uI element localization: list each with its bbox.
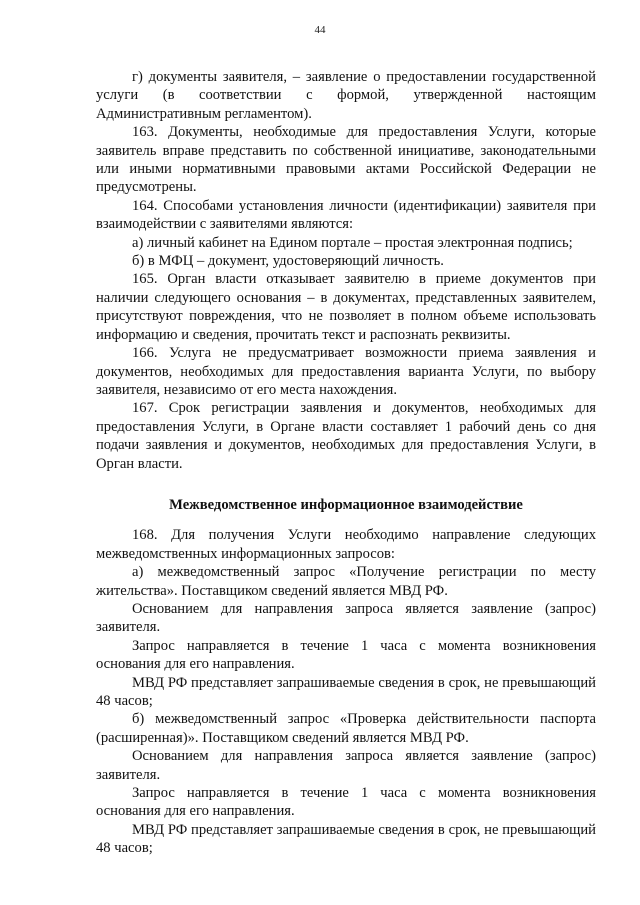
paragraph-164: 164. Способами установления личности (идентификации) заявителя при взаимодействии с заявителями являются: — [96, 197, 596, 233]
paragraph-168-a: а) межведомственный запрос «Получение регистрации по месту жительства». Поставщиком сведений является МВД РФ. — [96, 564, 596, 599]
paragraph-164-a: а) личный кабинет на Едином портале – простая электронная подпись; — [132, 234, 573, 251]
paragraph-168-b-timing: Запрос направляется в течение 1 часа с момента возникновения основания для его направления. — [96, 785, 596, 820]
section-heading: Межведомственное информационное взаимодействие — [169, 496, 523, 513]
paragraph-168-b: б) межведомственный запрос «Проверка действительности паспорта (расширенная)». Поставщиком сведений является МВД РФ. — [96, 711, 596, 746]
paragraph-165: 165. Орган власти отказывает заявителю в приеме документов при наличии следующего основания – в документах, представленных заявителем, присутствуют повреждения, что не позволяет в полном объеме использовать информацию и сведения, прочитать текст и распознать реквизиты. — [96, 271, 596, 343]
paragraph-168-b-deadline: МВД РФ представляет запрашиваемые сведения в срок, не превышающий 48 часов; — [96, 821, 596, 857]
paragraph-168-a-basis: Основанием для направления запроса является заявление (запрос) заявителя. — [96, 600, 596, 636]
paragraph-167: 167. Срок регистрации заявления и документов, необходимых для предоставления Услуги, в Органе власти составляет 1 рабочий день со дня подачи заявления и документов, необходимых для предоставления Услуги, в Орган власти. — [96, 400, 596, 472]
paragraph-166: 166. Услуга не предусматривает возможности приема заявления и документов, необходимых для предоставления варианта Услуги, по выбору заявителя, независимо от его места нахождения. — [96, 345, 596, 398]
paragraph-164-b: б) в МФЦ – документ, удостоверяющий личность. — [132, 253, 444, 270]
document-body — [96, 68, 596, 858]
paragraph-163: 163. Документы, необходимые для предоставления Услуги, которые заявитель вправе представить по собственной инициативе, законодательными или иными нормативными правовыми актами Российской Федерации не предусмотрены. — [96, 124, 596, 196]
page-number: 44 — [314, 24, 326, 36]
paragraph-168-a-deadline: МВД РФ представляет запрашиваемые сведения в срок, не превышающий 48 часов; — [96, 674, 596, 709]
paragraph-item-g: г) документы заявителя, – заявление о предоставлении государственной услуги (в соответствии с формой, утвержденной настоящим Административным регламентом). — [96, 69, 596, 122]
paragraph-168: 168. Для получения Услуги необходимо направление следующих межведомственных информационных запросов: — [96, 527, 596, 562]
paragraph-168-a-timing: Запрос направляется в течение 1 часа с момента возникновения основания для его направления. — [96, 637, 596, 673]
paragraph-168-b-basis: Основанием для направления запроса является заявление (запрос) заявителя. — [96, 748, 596, 783]
